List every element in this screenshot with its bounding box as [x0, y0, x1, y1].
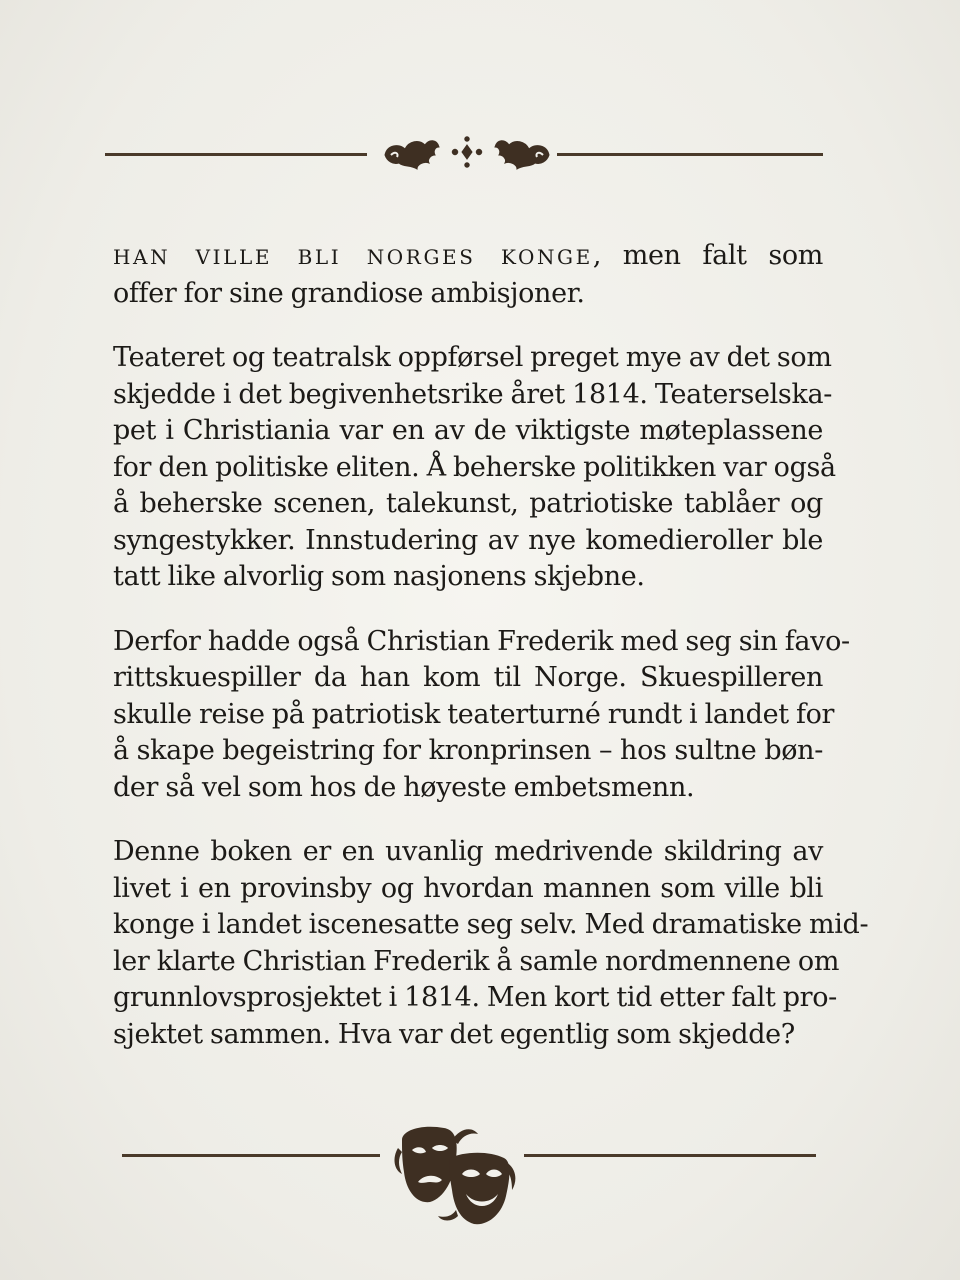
- text-line: tatt like alvorlig som nasjonens skjebne.: [113, 561, 645, 592]
- text-line: for den politiske eliten. Å beherske politikken var også: [113, 451, 836, 483]
- text-line: livet i en provinsby og hvordan mannen som ville bli: [113, 872, 823, 904]
- intro-caps: HAN VILLE BLI NORGES KONGE: [113, 245, 593, 269]
- paragraph-intro: [113, 238, 823, 312]
- text-line: å beherske scenen, talekunst, patriotiske tablåer og: [113, 488, 823, 519]
- text-line: pet i Christiania var en av de viktigste møteplassene: [113, 415, 823, 446]
- text-line: ler klarte Christian Frederik å samle nordmennene om: [113, 945, 840, 977]
- text-line: grunnlovsprosjektet i 1814. Men kort tid etter falt pro-: [113, 982, 837, 1013]
- text-line: Teateret og teatralsk oppførsel preget mye av det som: [113, 342, 832, 373]
- paragraph-theatre: [113, 340, 836, 596]
- top-divider-right-rule: [557, 153, 823, 156]
- top-divider: [105, 125, 823, 183]
- text-line: sjektet sammen. Hva var det egentlig som skjedde?: [113, 1018, 795, 1050]
- text-line: syngestykker. Innstudering av nye komedieroller ble: [113, 524, 823, 556]
- text-line: Denne boken er en uvanlig medrivende skildring av: [113, 836, 823, 867]
- blurb-text: [113, 238, 869, 1053]
- text-line: rittskuespiller da han kom til Norge. Skuespilleren: [113, 662, 823, 693]
- top-divider-left-rule: [105, 153, 367, 156]
- text-line: der så vel som hos de høyeste embetsmenn.: [113, 771, 695, 803]
- intro-rest: , men falt som: [592, 240, 823, 271]
- text-line: konge i landet iscenesatte seg selv. Med dramatiske mid-: [113, 909, 869, 940]
- text-line: Derfor hadde også Christian Frederik med seg sin favo-: [113, 625, 850, 657]
- text-line: skulle reise på patriotisk teaterturné rundt i landet for: [113, 698, 835, 730]
- text-line: skjedde i det begivenhetsrike året 1814. Teaterselska-: [113, 378, 832, 410]
- intro-line-2: offer for sine grandiose ambisjoner.: [113, 277, 585, 309]
- bottom-divider: [122, 1118, 816, 1230]
- text-line: å skape begeistring for kronprinsen – hos sultne bøn-: [113, 735, 823, 766]
- floral-divider-icon: [377, 125, 557, 183]
- bottom-divider-left-rule: [122, 1154, 380, 1157]
- bottom-divider-right-rule: [524, 1154, 816, 1157]
- paragraph-book: [113, 834, 869, 1053]
- theatre-masks-icon: [392, 1118, 522, 1230]
- paragraph-actor: [113, 624, 850, 807]
